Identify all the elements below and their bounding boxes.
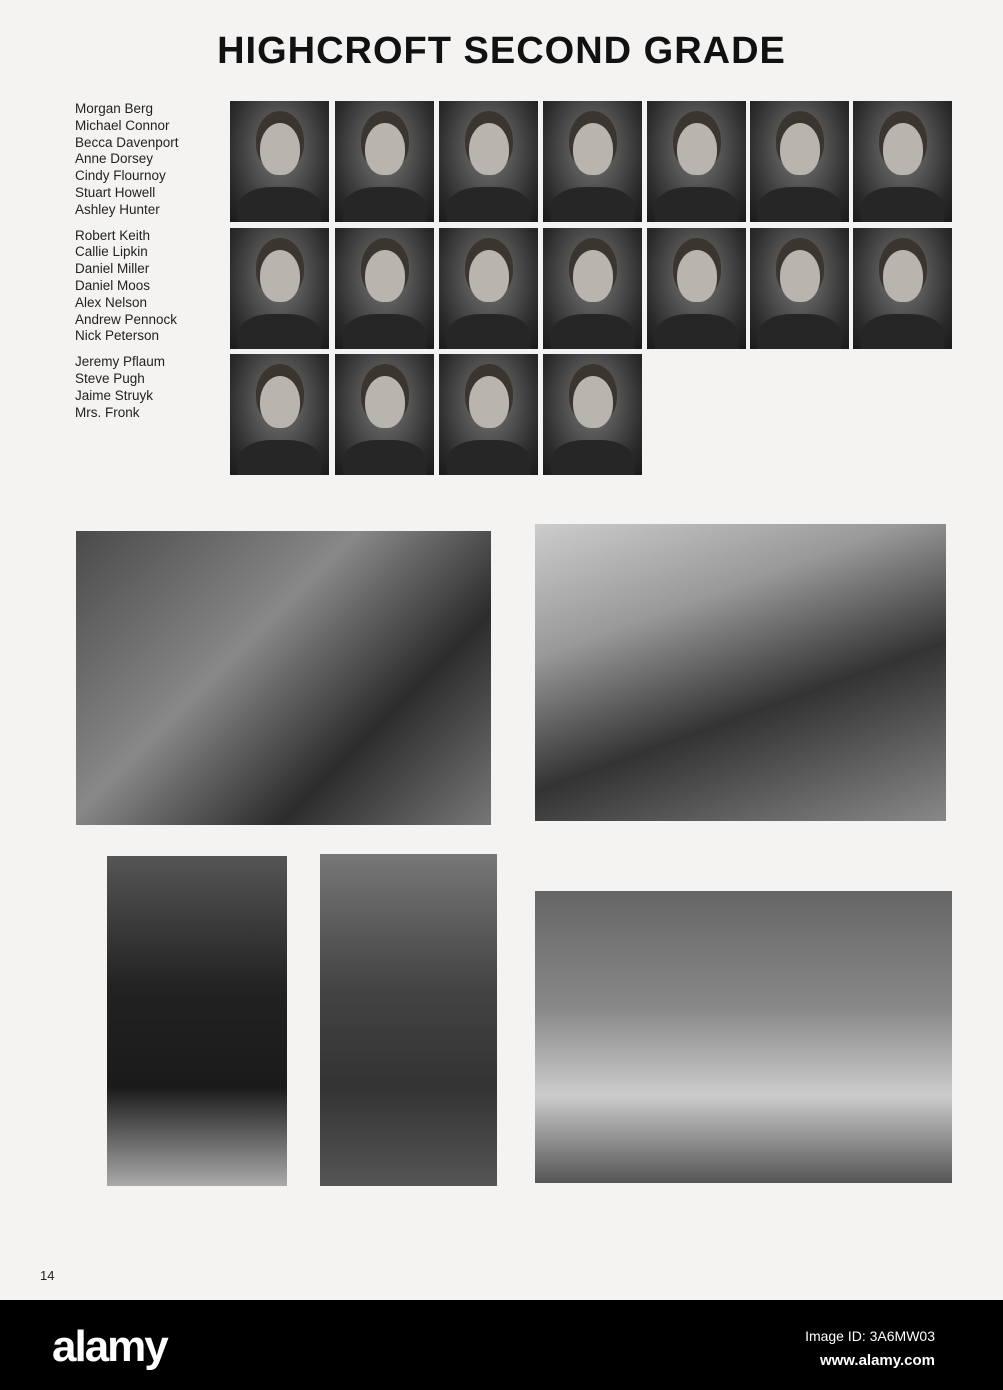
student-portrait xyxy=(543,228,642,349)
portrait-face xyxy=(677,250,717,302)
page-number: 14 xyxy=(40,1268,55,1283)
student-name: Callie Lipkin xyxy=(75,244,148,260)
student-portrait xyxy=(335,101,434,222)
student-name: Cindy Flournoy xyxy=(75,168,166,184)
portrait-face xyxy=(260,123,300,175)
student-portrait xyxy=(853,101,952,222)
classroom-photo-map xyxy=(535,524,946,821)
portrait-face xyxy=(469,250,509,302)
portrait-face xyxy=(573,376,613,428)
portrait-body xyxy=(238,314,321,349)
portrait-body xyxy=(861,314,944,349)
portrait-body xyxy=(343,187,426,222)
portrait-face xyxy=(573,250,613,302)
portrait-body xyxy=(758,314,841,349)
student-portrait xyxy=(543,101,642,222)
portrait-face xyxy=(469,376,509,428)
portrait-body xyxy=(343,440,426,475)
portrait-face xyxy=(883,250,923,302)
student-name: Daniel Moos xyxy=(75,277,151,293)
student-portrait xyxy=(230,228,329,349)
portrait-body xyxy=(238,187,321,222)
student-name: Stuart Howell xyxy=(75,184,156,200)
student-name: Anne Dorsey xyxy=(75,151,154,167)
student-name: Becca Davenport xyxy=(75,134,179,150)
portrait-face xyxy=(260,376,300,428)
portrait-face xyxy=(883,123,923,175)
portrait-face xyxy=(469,123,509,175)
student-name: Nick Peterson xyxy=(75,328,160,344)
student-name: Jeremy Pflaum xyxy=(75,354,166,370)
student-portrait xyxy=(335,354,434,475)
student-name: Michael Connor xyxy=(75,117,170,133)
name-group-1 xyxy=(75,101,179,219)
student-portrait xyxy=(439,354,538,475)
portrait-face xyxy=(260,250,300,302)
portrait-body xyxy=(238,440,321,475)
student-portrait xyxy=(230,354,329,475)
classroom-photo-boy xyxy=(320,854,497,1186)
student-portrait xyxy=(439,101,538,222)
watermark-footer xyxy=(0,1300,1003,1390)
student-portrait xyxy=(647,101,746,222)
student-name: Andrew Pennock xyxy=(75,311,178,327)
portrait-body xyxy=(447,187,530,222)
portrait-face xyxy=(365,250,405,302)
student-portrait xyxy=(230,101,329,222)
portrait-body xyxy=(447,314,530,349)
student-portrait xyxy=(439,228,538,349)
student-portrait xyxy=(853,228,952,349)
portrait-face xyxy=(573,123,613,175)
portrait-face xyxy=(677,123,717,175)
student-portrait xyxy=(335,228,434,349)
portrait-face xyxy=(365,376,405,428)
portrait-body xyxy=(447,440,530,475)
student-name-list xyxy=(75,101,179,430)
portrait-body xyxy=(551,187,634,222)
student-name: Morgan Berg xyxy=(75,101,154,116)
portrait-body xyxy=(655,314,738,349)
image-id: Image ID: 3A6MW03 xyxy=(805,1328,935,1344)
student-name: Ashley Hunter xyxy=(75,201,160,217)
classroom-photo-girl xyxy=(107,856,287,1186)
portrait-face xyxy=(365,123,405,175)
student-name: Alex Nelson xyxy=(75,294,148,310)
student-name: Daniel Miller xyxy=(75,261,150,277)
portrait-body xyxy=(343,314,426,349)
portrait-body xyxy=(551,314,634,349)
page-title: HIGHCROFT SECOND GRADE xyxy=(217,30,786,72)
portrait-face xyxy=(780,250,820,302)
student-portrait xyxy=(750,228,849,349)
classroom-photo-desks xyxy=(535,891,952,1183)
portrait-body xyxy=(655,187,738,222)
portrait-body xyxy=(861,187,944,222)
name-group-2 xyxy=(75,228,179,346)
alamy-logo: alamy xyxy=(52,1322,167,1371)
student-portrait xyxy=(543,354,642,475)
site-url: www.alamy.com xyxy=(819,1352,935,1369)
student-portrait xyxy=(750,101,849,222)
student-portrait xyxy=(647,228,746,349)
portrait-body xyxy=(758,187,841,222)
student-name: Jaime Struyk xyxy=(75,387,154,403)
teacher-name: Mrs. Fronk xyxy=(75,404,140,420)
portrait-face xyxy=(780,123,820,175)
student-name: Robert Keith xyxy=(75,227,151,243)
name-group-3 xyxy=(75,354,179,421)
student-name: Steve Pugh xyxy=(75,370,145,386)
portrait-body xyxy=(551,440,634,475)
classroom-photo-teacher xyxy=(76,531,491,825)
